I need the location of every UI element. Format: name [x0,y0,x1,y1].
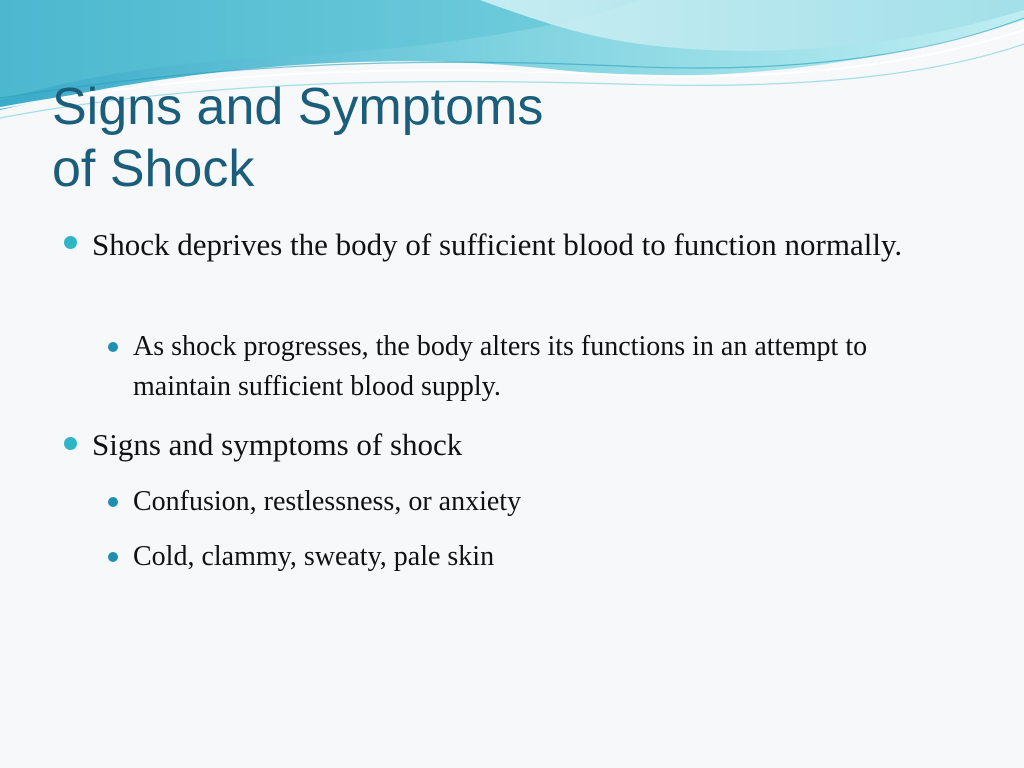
sub-bullet-item-2-1: Confusion, restlessness, or anxiety [133,486,522,517]
sub-bullet-dot-icon [108,342,118,352]
bullet-item-2: Signs and symptoms of shock [92,427,463,462]
slide-title-line-2: of Shock [52,140,255,198]
bullet-item-1: Shock deprives the body of sufficient blood to function normally. [92,227,903,262]
bullet-dot-icon [64,236,77,249]
sub-bullet-item-1-1: As shock progresses, the body alters its functions in an attempt to maintain sufficient blood supply. [133,331,868,402]
sub-bullet-dot-icon [108,497,118,507]
sub-bullet-item-2-2: Cold, clammy, sweaty, pale skin [133,541,495,572]
bullet-dot-icon [64,437,77,450]
sub-bullet-dot-icon [108,552,118,562]
slide-title-line-1: Signs and Symptoms [52,78,544,136]
